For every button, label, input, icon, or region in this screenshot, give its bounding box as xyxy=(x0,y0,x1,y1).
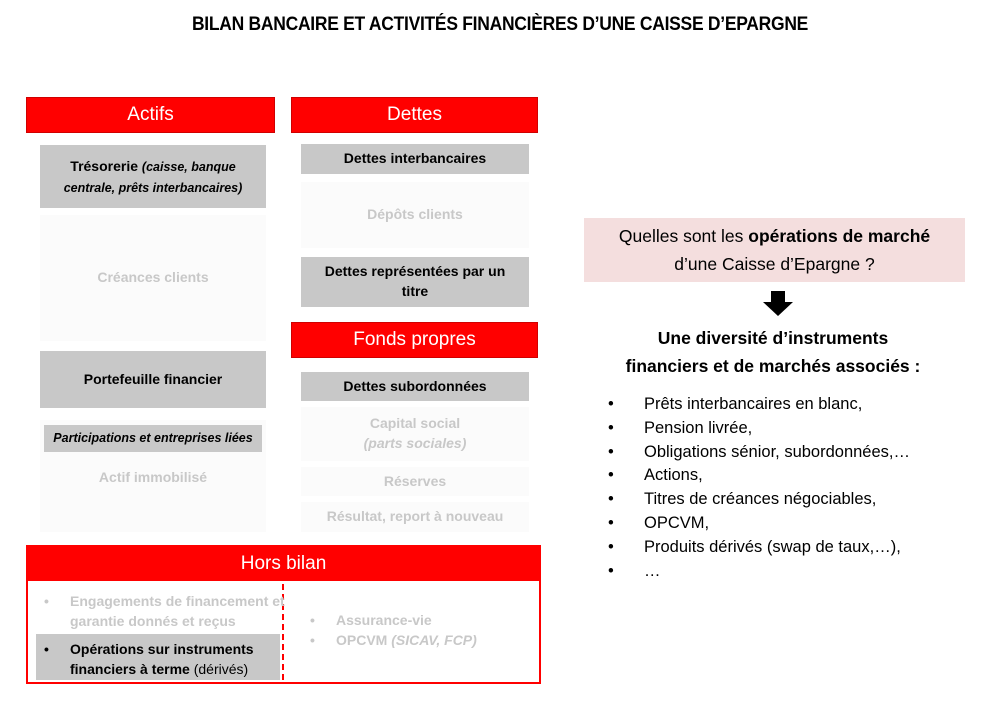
page-title: BILAN BANCAIRE ET ACTIVITÉS FINANCIÈRES D’UNE CAISSE D’EPARGNE xyxy=(191,14,809,35)
tresorerie-note: (caisse, banque centrale, prêts interbancaires) xyxy=(63,160,243,195)
dettes-interbancaires-box xyxy=(301,144,529,174)
question-bold: opérations de marché xyxy=(748,226,931,246)
capital-social-label: Capital social xyxy=(369,415,461,432)
capital-social-box xyxy=(301,407,529,461)
dettes-subordonnees-label: Dettes subordonnées xyxy=(343,377,487,394)
dettes-interbancaires-label: Dettes interbancaires xyxy=(343,150,487,167)
operations-note: (dérivés) xyxy=(193,661,249,678)
actifs-header: Actifs xyxy=(26,97,275,133)
participations-box xyxy=(44,425,262,452)
opcvm-item xyxy=(306,630,531,650)
engagements-item: • Engagements de financement et garantie donnés et reçus xyxy=(40,591,290,632)
actif-immobilise-label: Actif immobilisé xyxy=(98,469,208,486)
reserves-box xyxy=(301,467,529,496)
list-item: • Pension livrée, xyxy=(608,417,910,441)
opcvm-label: OPCVM xyxy=(336,632,388,649)
fonds-propres-header: Fonds propres xyxy=(291,322,538,358)
tresorerie-box xyxy=(40,145,266,208)
depots-clients-box xyxy=(301,182,529,248)
operations-label: Opérations sur instruments financiers à terme xyxy=(70,641,254,678)
list-item: • Titres de créances négociables, xyxy=(608,488,910,512)
depots-clients-label: Dépôts clients xyxy=(367,206,463,223)
answer-line-1: Une diversité d’instruments xyxy=(657,328,889,348)
operations-list xyxy=(40,639,280,680)
operations-item xyxy=(40,639,280,680)
participations-label: Participations et entreprises liées xyxy=(53,430,253,445)
list-item: • … xyxy=(608,560,910,584)
list-item: • Prêts interbancaires en blanc, xyxy=(608,393,910,417)
question-prefix: Quelles sont les xyxy=(618,226,749,246)
list-item: • Actions, xyxy=(608,464,910,488)
answer-line-2: financiers et de marchés associés : xyxy=(625,356,921,376)
dettes-subordonnees-box xyxy=(301,372,529,401)
answer-title xyxy=(583,324,963,380)
reserves-label: Réserves xyxy=(383,472,447,489)
question-line-1 xyxy=(584,222,965,250)
list-item: • Obligations sénior, subordonnées,… xyxy=(608,441,910,465)
instrument-list xyxy=(608,393,910,583)
portefeuille-label: Portefeuille financier xyxy=(83,370,223,387)
dettes-representees-box xyxy=(301,257,529,307)
list-item: • OPCVM, xyxy=(608,512,910,536)
dettes-representees-label: Dettes représentées par un titre xyxy=(324,263,506,299)
engagements-list xyxy=(40,591,290,632)
down-arrow-icon xyxy=(762,291,794,317)
assurance-list xyxy=(306,610,531,651)
capital-social-note: (parts sociales) xyxy=(363,435,467,451)
resultat-box xyxy=(301,502,529,532)
question-line-2: d’une Caisse d’Epargne ? xyxy=(674,254,875,274)
opcvm-note: (SICAV, FCP) xyxy=(391,632,477,649)
list-item: • Produits dérivés (swap de taux,…), xyxy=(608,536,910,560)
resultat-label: Résultat, report à nouveau xyxy=(326,508,504,525)
creances-box xyxy=(40,215,266,341)
assurance-item: • Assurance-vie xyxy=(306,610,531,630)
portefeuille-box xyxy=(40,351,266,408)
question-box xyxy=(584,218,965,282)
creances-label: Créances clients xyxy=(97,269,209,286)
tresorerie-label: Trésorerie xyxy=(70,158,139,175)
hors-bilan-header: Hors bilan xyxy=(28,547,539,581)
dettes-header: Dettes xyxy=(291,97,538,133)
